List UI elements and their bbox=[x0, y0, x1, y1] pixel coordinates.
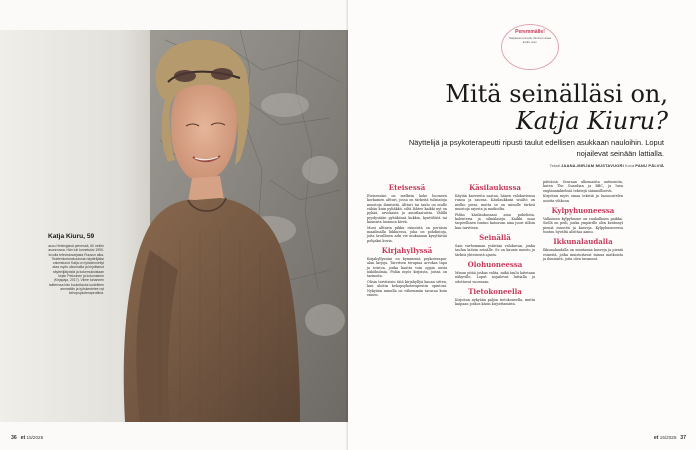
body-paragraph: Valkoinen kylpyhuone on rauhallinen paikka. Siellä on peili, jonka ympärille olen kerännyt pieniä esineitä ja kasveja. Kylpyhuoneessa tuntuu hyvältä aloittaa aamu. bbox=[543, 216, 623, 234]
body-paragraph: Kirjoitan nykyään paljon tietokoneella, mutta kaipaan joskus käsin kirjoittamista. bbox=[455, 298, 535, 307]
caption-text: asuu Helsingissä pienessä, 60 neliön asunnossa. Hän tuli tunnetuksi 1990-luvulla televisiosarjasta Ruusun aika. Teatterikorkeakoulusta näyttelijäksi valmistunut Katja on työskennellyt alaa myös ulkomailla ja kirjoittanut näyttelijätyöstä ja kokemuksistaan kirjan Pelkoinen ja kokonainen (Kirjapaja, 2017). Viime tuhannen taitteessa hän kouluttautui uudelleen ammattiin ja työskentelee nyt kehopsykoterapeuttina. bbox=[48, 244, 104, 296]
section-heading: Käsilaukussa bbox=[469, 183, 521, 192]
byline-photo-label: Kuva bbox=[625, 163, 635, 168]
byline-text-author: JAANA-MIRJAM MUSTAVUORI bbox=[560, 163, 624, 168]
stamp-text: Sarjassa tunnettu ihminen avaa kodin ovet. bbox=[508, 36, 552, 44]
publication-name: et bbox=[653, 435, 659, 441]
body-paragraph: Pidän käsilaukussani aina puhelinta, kalenteria ja silmälaseja. Kaikki muu tarpeellinen tuntuu katoavan aina juuri silloin kun tarvitsen. bbox=[455, 212, 535, 230]
body-column-3 bbox=[543, 180, 623, 263]
caption-name: Katja Kiuru, 59 bbox=[48, 233, 95, 240]
section-heading: Tietokoneella bbox=[468, 287, 522, 296]
issue-number: 15/2025 bbox=[659, 435, 677, 440]
issue-number: 15/2025 bbox=[26, 435, 44, 440]
section-heading: Kirjahyllyssä bbox=[381, 245, 433, 255]
byline-text-label: Teksti bbox=[549, 163, 560, 168]
body-column-2 bbox=[455, 180, 535, 308]
body-paragraph: Minun pitää joskus valita, mikä taulu laitetaan näkyville. Loput nojailevat lattialla ja odottavat vuoroaan. bbox=[455, 270, 535, 284]
body-paragraph: Kirjoitan myös omaa tekstiä ja luonnostelen asioita vihkoon. bbox=[543, 194, 623, 203]
section-heading: Seinällä bbox=[479, 232, 511, 242]
lede: Näyttelijä ja psykoterapeutti ripusti taulut edellisen asukkaan nauloihin. Loput nojailevat seinään lattialla. bbox=[408, 138, 664, 158]
stamp-title: Peremmälle! bbox=[515, 29, 545, 35]
body-column-1 bbox=[367, 180, 447, 298]
headline-line-2: Katja Kiuru? bbox=[515, 107, 668, 135]
body-paragraph: päivässä. Seuraan ulkomaista uutisointia, kuten The Guardian ja BBC, ja luen englanninkielisiä tekstejä säännöllisesti. bbox=[543, 180, 623, 193]
body-paragraph: Eteisessäni on melkein koko huoneen korkuinen altturi, jossa on tärkeitä tulisiatoja muistoja ihmisistä. Altturi tai taulu on mulle vähän kuin pyhäkkö, siltä lähtee kaikki nyt on pyhää, arvokasta ja ainutlaatuista. Välillä pyydystään pyhäkössä kukkia, kynttilöitä tai kaunista luonnon kiveä. bbox=[367, 194, 447, 225]
headline-line-1: Mitä seinälläsi on, bbox=[445, 80, 668, 108]
section-heading: Kylpyhuoneessa bbox=[551, 205, 615, 215]
page-number: 37 bbox=[680, 435, 686, 441]
section-heading: Ikkunalaudalla bbox=[553, 237, 613, 247]
headline bbox=[398, 81, 668, 135]
publication-name: et bbox=[20, 435, 26, 441]
body-paragraph: Ikkunalaudalla on muutamia kasveja ja pieniä esineitä, jotka muistuttavat minua matkoista ja ihmisistä, joita olen tavannut. bbox=[543, 248, 623, 261]
body-paragraph: Kirjahyllyssäni on kymmeniä psykoterapia-alan kirjoja. Tarvitsen terapiaa arvokas tapa ja toistoa, jonka kautta voin oppia uusia näkökulmia. Pidän myös kirjoista, joissa on tarinoita. bbox=[367, 256, 447, 279]
folio-right bbox=[654, 435, 686, 441]
caption bbox=[48, 233, 104, 296]
folio-left bbox=[11, 435, 43, 441]
section-heading: Eteisessä bbox=[388, 183, 426, 192]
series-stamp bbox=[501, 24, 559, 70]
section-heading: Olohuoneessa bbox=[467, 259, 523, 269]
body-paragraph: Käytän kavereita saatua, hänen valokuviensa runoa ja sauvaa. Käsilaukkuni sisältö on melko pieni, mutta se on minulle tärkeä muistoja arjesta ja matkoilta. bbox=[455, 194, 535, 212]
body-paragraph: Sain varhemman ystäväni valokuvan, jonka taulun laitoin seinälle. Se on kaunis muisto ja tärkeä yhteisestä ajasta. bbox=[455, 243, 535, 257]
byline bbox=[402, 163, 664, 168]
body-paragraph: Olisin tarvitsisin tätä kirjahyllyä kauan sitten, kun aloitin kehopsykoterapeutin opintoni. Nykyään minulla on vähemmän tavaraa kuin ennen. bbox=[367, 279, 447, 297]
page-number: 36 bbox=[11, 435, 17, 441]
portrait-photo bbox=[0, 30, 348, 422]
body-paragraph: Moni altturin pikku esineistä on peräisin maailmalla liikkuessa, joka on pohdintoja, joita tavallinen arki vie mukanaan kysyttävää pohjaksi kuvia. bbox=[367, 225, 447, 243]
byline-photo-author: PANU PÄLVIÄ bbox=[635, 163, 664, 168]
